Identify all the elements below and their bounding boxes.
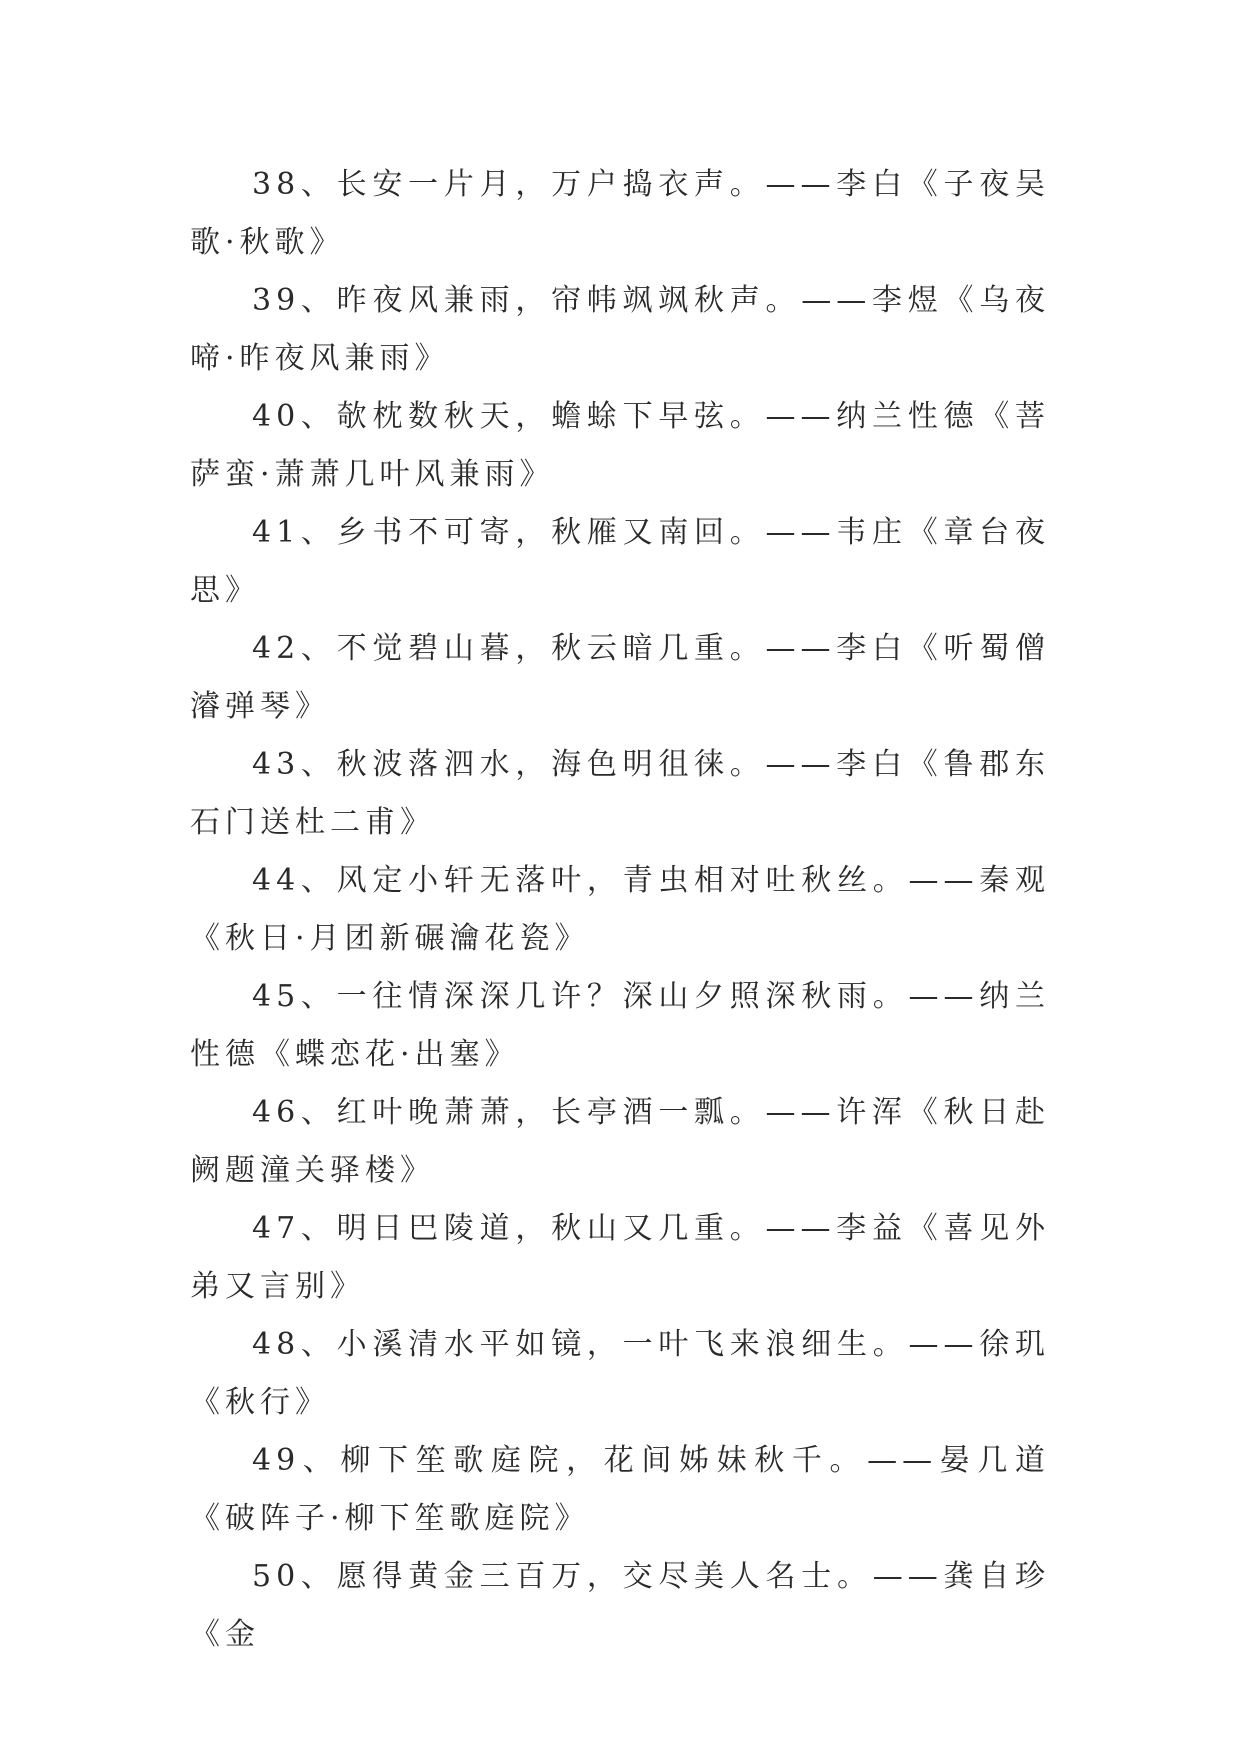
- poem-line-49: 49、柳下笙歌庭院，花间姊妹秋千。——晏几道《破阵子·柳下笙歌庭院》: [190, 1443, 1050, 1536]
- poem-line-44: 44、风定小轩无落叶，青虫相对吐秋丝。——秦观《秋日·月团新碾瀹花瓷》: [190, 863, 1050, 956]
- poem-line-46: 46、红叶晚萧萧，长亭酒一瓢。——许浑《秋日赴阙题潼关驿楼》: [190, 1095, 1050, 1188]
- poem-line-42: 42、不觉碧山暮，秋云暗几重。——李白《听蜀僧濬弹琴》: [190, 631, 1050, 724]
- poem-line-45: 45、一往情深深几许？深山夕照深秋雨。——纳兰性德《蝶恋花·出塞》: [190, 979, 1050, 1072]
- poem-line-41: 41、乡书不可寄，秋雁又南回。——韦庄《章台夜思》: [190, 515, 1050, 608]
- poem-line-40: 40、欹枕数秋天，蟾蜍下早弦。——纳兰性德《菩萨蛮·萧萧几叶风兼雨》: [190, 399, 1050, 492]
- poem-line-43: 43、秋波落泗水，海色明徂徕。——李白《鲁郡东石门送杜二甫》: [190, 747, 1050, 840]
- poem-line-38: 38、长安一片月，万户捣衣声。——李白《子夜吴歌·秋歌》: [190, 167, 1050, 260]
- poem-line-39: 39、昨夜风兼雨，帘帏飒飒秋声。——李煜《乌夜啼·昨夜风兼雨》: [190, 283, 1050, 376]
- poem-line-48: 48、小溪清水平如镜，一叶飞来浪细生。——徐玑《秋行》: [190, 1327, 1050, 1420]
- poem-line-47: 47、明日巴陵道，秋山又几重。——李益《喜见外弟又言别》: [190, 1211, 1050, 1304]
- poem-line-50: 50、愿得黄金三百万，交尽美人名士。——龚自珍《金: [190, 1559, 1050, 1652]
- document-body: [190, 156, 1050, 1664]
